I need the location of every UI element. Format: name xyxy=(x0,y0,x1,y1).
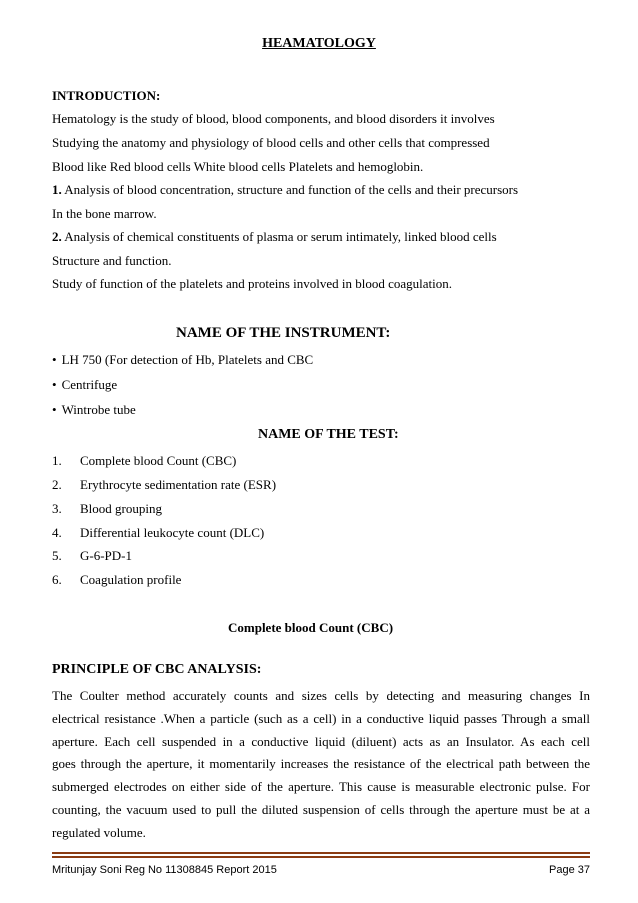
footer-rule xyxy=(52,852,590,854)
intro-line: Studying the anatomy and physiology of blood cells and other cells that compressed xyxy=(52,135,490,150)
intro-line: Blood like Red blood cells White blood cells Platelets and hemoglobin. xyxy=(52,159,424,174)
paragraph-line: counting, the vacuum used to pull the diluted suspension of cells through the aperture must be at a xyxy=(52,801,590,817)
intro-item-1-number: 1. xyxy=(52,182,62,197)
intro-last-line: Study of function of the platelets and proteins involved in blood coagulation. xyxy=(52,276,453,291)
intro-item-1-text: Analysis of blood concentration, structure and function of the cells and their precursors xyxy=(61,182,519,197)
principle-heading: PRINCIPLE OF CBC ANALYSIS: xyxy=(52,662,262,677)
test-name: Erythrocyte sedimentation rate (ESR) xyxy=(80,477,277,492)
paragraph-line: aperture. Each cell suspended in a conductive liquid (diluent) acts as an Insulator. As each cell xyxy=(52,733,590,749)
paragraph-line: goes through the aperture, it momentarily increases the resistance of the electrical path between the xyxy=(52,756,590,772)
test-number: 4. xyxy=(52,525,62,540)
test-name: G-6-PD-1 xyxy=(80,548,132,563)
footer-rule xyxy=(52,856,590,858)
intro-item-2-number: 2. xyxy=(52,229,62,244)
footer-page-number: Page 37 xyxy=(549,864,590,876)
tests-heading: NAME OF THE TEST: xyxy=(258,427,399,442)
test-number: 6. xyxy=(52,572,62,587)
test-number: 5. xyxy=(52,548,62,563)
test-name: Coagulation profile xyxy=(80,572,182,587)
footer-author: Mritunjay Soni Reg No 11308845 Report 2015 xyxy=(52,864,277,876)
intro-item-1-continuation: In the bone marrow. xyxy=(52,206,157,221)
instrument-heading: NAME OF THE INSTRUMENT: xyxy=(176,325,391,341)
introduction-heading: INTRODUCTION: xyxy=(52,88,161,103)
paragraph-line: The Coulter method accurately counts and sizes cells by detecting and measuring changes In xyxy=(52,688,590,703)
intro-item-2-continuation: Structure and function. xyxy=(52,253,172,268)
test-number: 2. xyxy=(52,477,62,492)
cbc-heading: Complete blood Count (CBC) xyxy=(228,620,394,635)
instrument-item: • Wintrobe tube xyxy=(52,402,136,418)
instrument-item: • Centrifuge xyxy=(52,377,117,393)
intro-item-2 xyxy=(52,229,497,245)
paragraph-line: electrical resistance .When a particle (such as a cell) in a conductive liquid passes Through a small xyxy=(52,710,590,726)
instrument-item: • LH 750 (For detection of Hb, Platelets and CBC xyxy=(52,352,313,368)
paragraph-line: submerged electrodes on either side of the aperture. This cause is measurable electronic pulse. For xyxy=(52,779,590,795)
intro-item-2-text: Analysis of chemical constituents of plasma or serum intimately, linked blood cells xyxy=(61,229,497,244)
test-name: Differential leukocyte count (DLC) xyxy=(80,525,265,540)
intro-line: Hematology is the study of blood, blood components, and blood disorders it involves xyxy=(52,111,495,126)
principle-paragraph xyxy=(52,685,590,845)
test-number: 1. xyxy=(52,453,62,468)
test-name: Blood grouping xyxy=(80,501,162,516)
test-number: 3. xyxy=(52,501,62,516)
paragraph-line: regulated volume. xyxy=(52,824,146,840)
intro-item-1 xyxy=(52,182,518,198)
page-title: HEAMATOLOGY xyxy=(262,36,376,51)
test-name: Complete blood Count (CBC) xyxy=(80,453,237,468)
